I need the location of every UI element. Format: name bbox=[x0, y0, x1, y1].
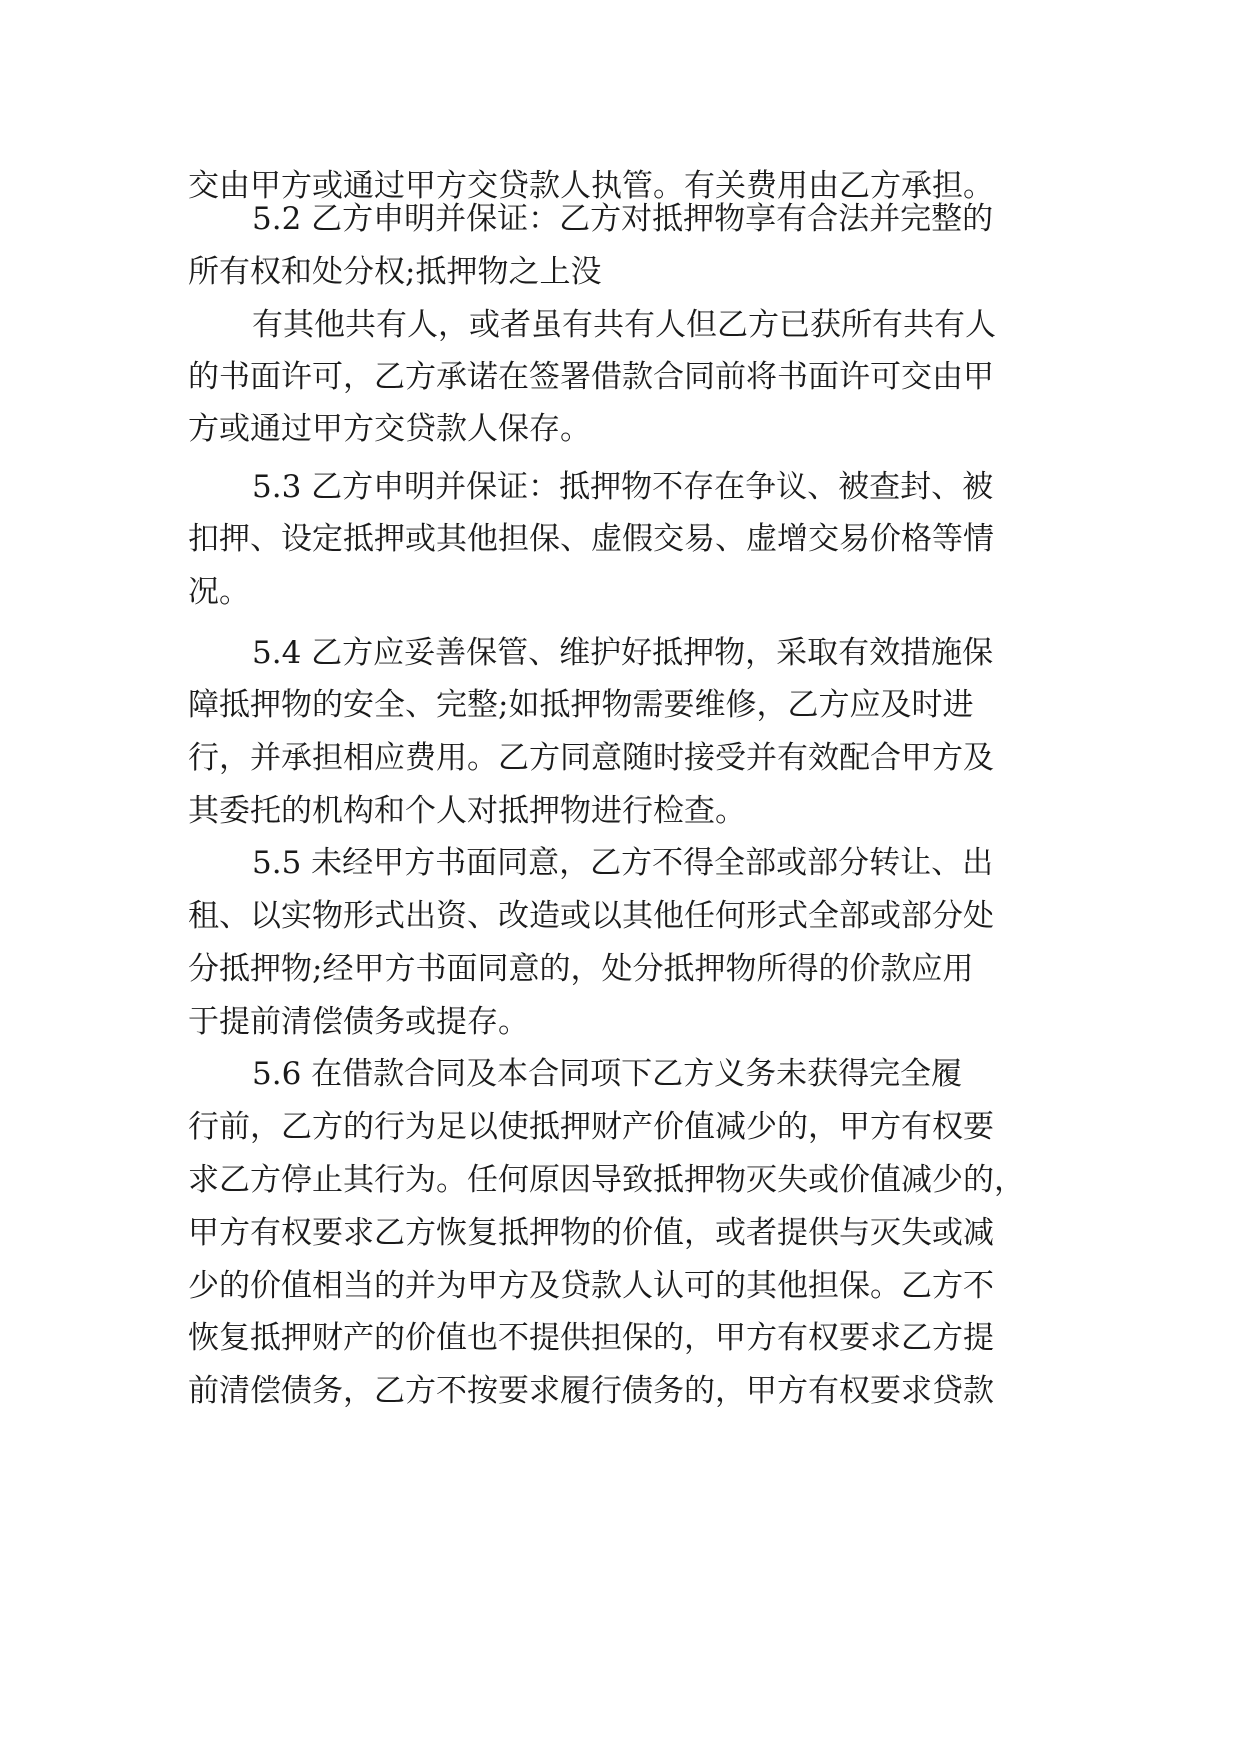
clause-5-2: 5.2 乙方申明并保证：乙方对抵押物享有合法并完整的 bbox=[252, 201, 994, 237]
text-line: 障抵押物的安全、完整;如抵押物需要维修，乙方应及时进 bbox=[188, 687, 974, 723]
text-line: 有其他共有人，或者虽有共有人但乙方已获所有共有人 bbox=[252, 307, 996, 343]
text-line: 求乙方停止其行为。任何原因导致抵押物灭失或价值减少的， bbox=[188, 1162, 1025, 1198]
text-line: 前清偿债务，乙方不按要求履行债务的，甲方有权要求贷款 bbox=[188, 1373, 994, 1409]
clause-5-5: 5.5 未经甲方书面同意，乙方不得全部或部分转让、出 bbox=[252, 845, 994, 881]
text-line: 于提前清偿债务或提存。 bbox=[188, 1004, 529, 1040]
clause-5-6: 5.6 在借款合同及本合同项下乙方义务未获得完全履 bbox=[252, 1056, 963, 1092]
clause-5-4: 5.4 乙方应妥善保管、维护好抵押物，采取有效措施保 bbox=[252, 635, 994, 671]
text-line: 租、以实物形式出资、改造或以其他任何形式全部或部分处 bbox=[188, 898, 994, 934]
text-line: 交由甲方或通过甲方交贷款人执管。有关费用由乙方承担。 bbox=[188, 168, 994, 204]
text-line: 其委托的机构和个人对抵押物进行检查。 bbox=[188, 793, 746, 829]
text-line: 扣押、设定抵押或其他担保、虚假交易、虚增交易价格等情 bbox=[188, 521, 994, 557]
text-line: 方或通过甲方交贷款人保存。 bbox=[188, 411, 591, 447]
text-line: 恢复抵押财产的价值也不提供担保的，甲方有权要求乙方提 bbox=[188, 1320, 994, 1356]
text-line: 分抵押物;经甲方书面同意的，处分抵押物所得的价款应用 bbox=[188, 951, 974, 987]
text-line: 行前，乙方的行为足以使抵押财产价值减少的，甲方有权要 bbox=[188, 1109, 994, 1145]
text-line: 所有权和处分权;抵押物之上没 bbox=[188, 254, 602, 290]
text-line: 行，并承担相应费用。乙方同意随时接受并有效配合甲方及 bbox=[188, 740, 994, 776]
text-line: 的书面许可，乙方承诺在签署借款合同前将书面许可交由甲 bbox=[188, 359, 994, 395]
text-line: 况。 bbox=[188, 574, 250, 610]
text-line: 甲方有权要求乙方恢复抵押物的价值，或者提供与灭失或减 bbox=[188, 1215, 994, 1251]
text-line: 少的价值相当的并为甲方及贷款人认可的其他担保。乙方不 bbox=[188, 1268, 994, 1304]
clause-5-3: 5.3 乙方申明并保证：抵押物不存在争议、被查封、被 bbox=[252, 469, 994, 505]
